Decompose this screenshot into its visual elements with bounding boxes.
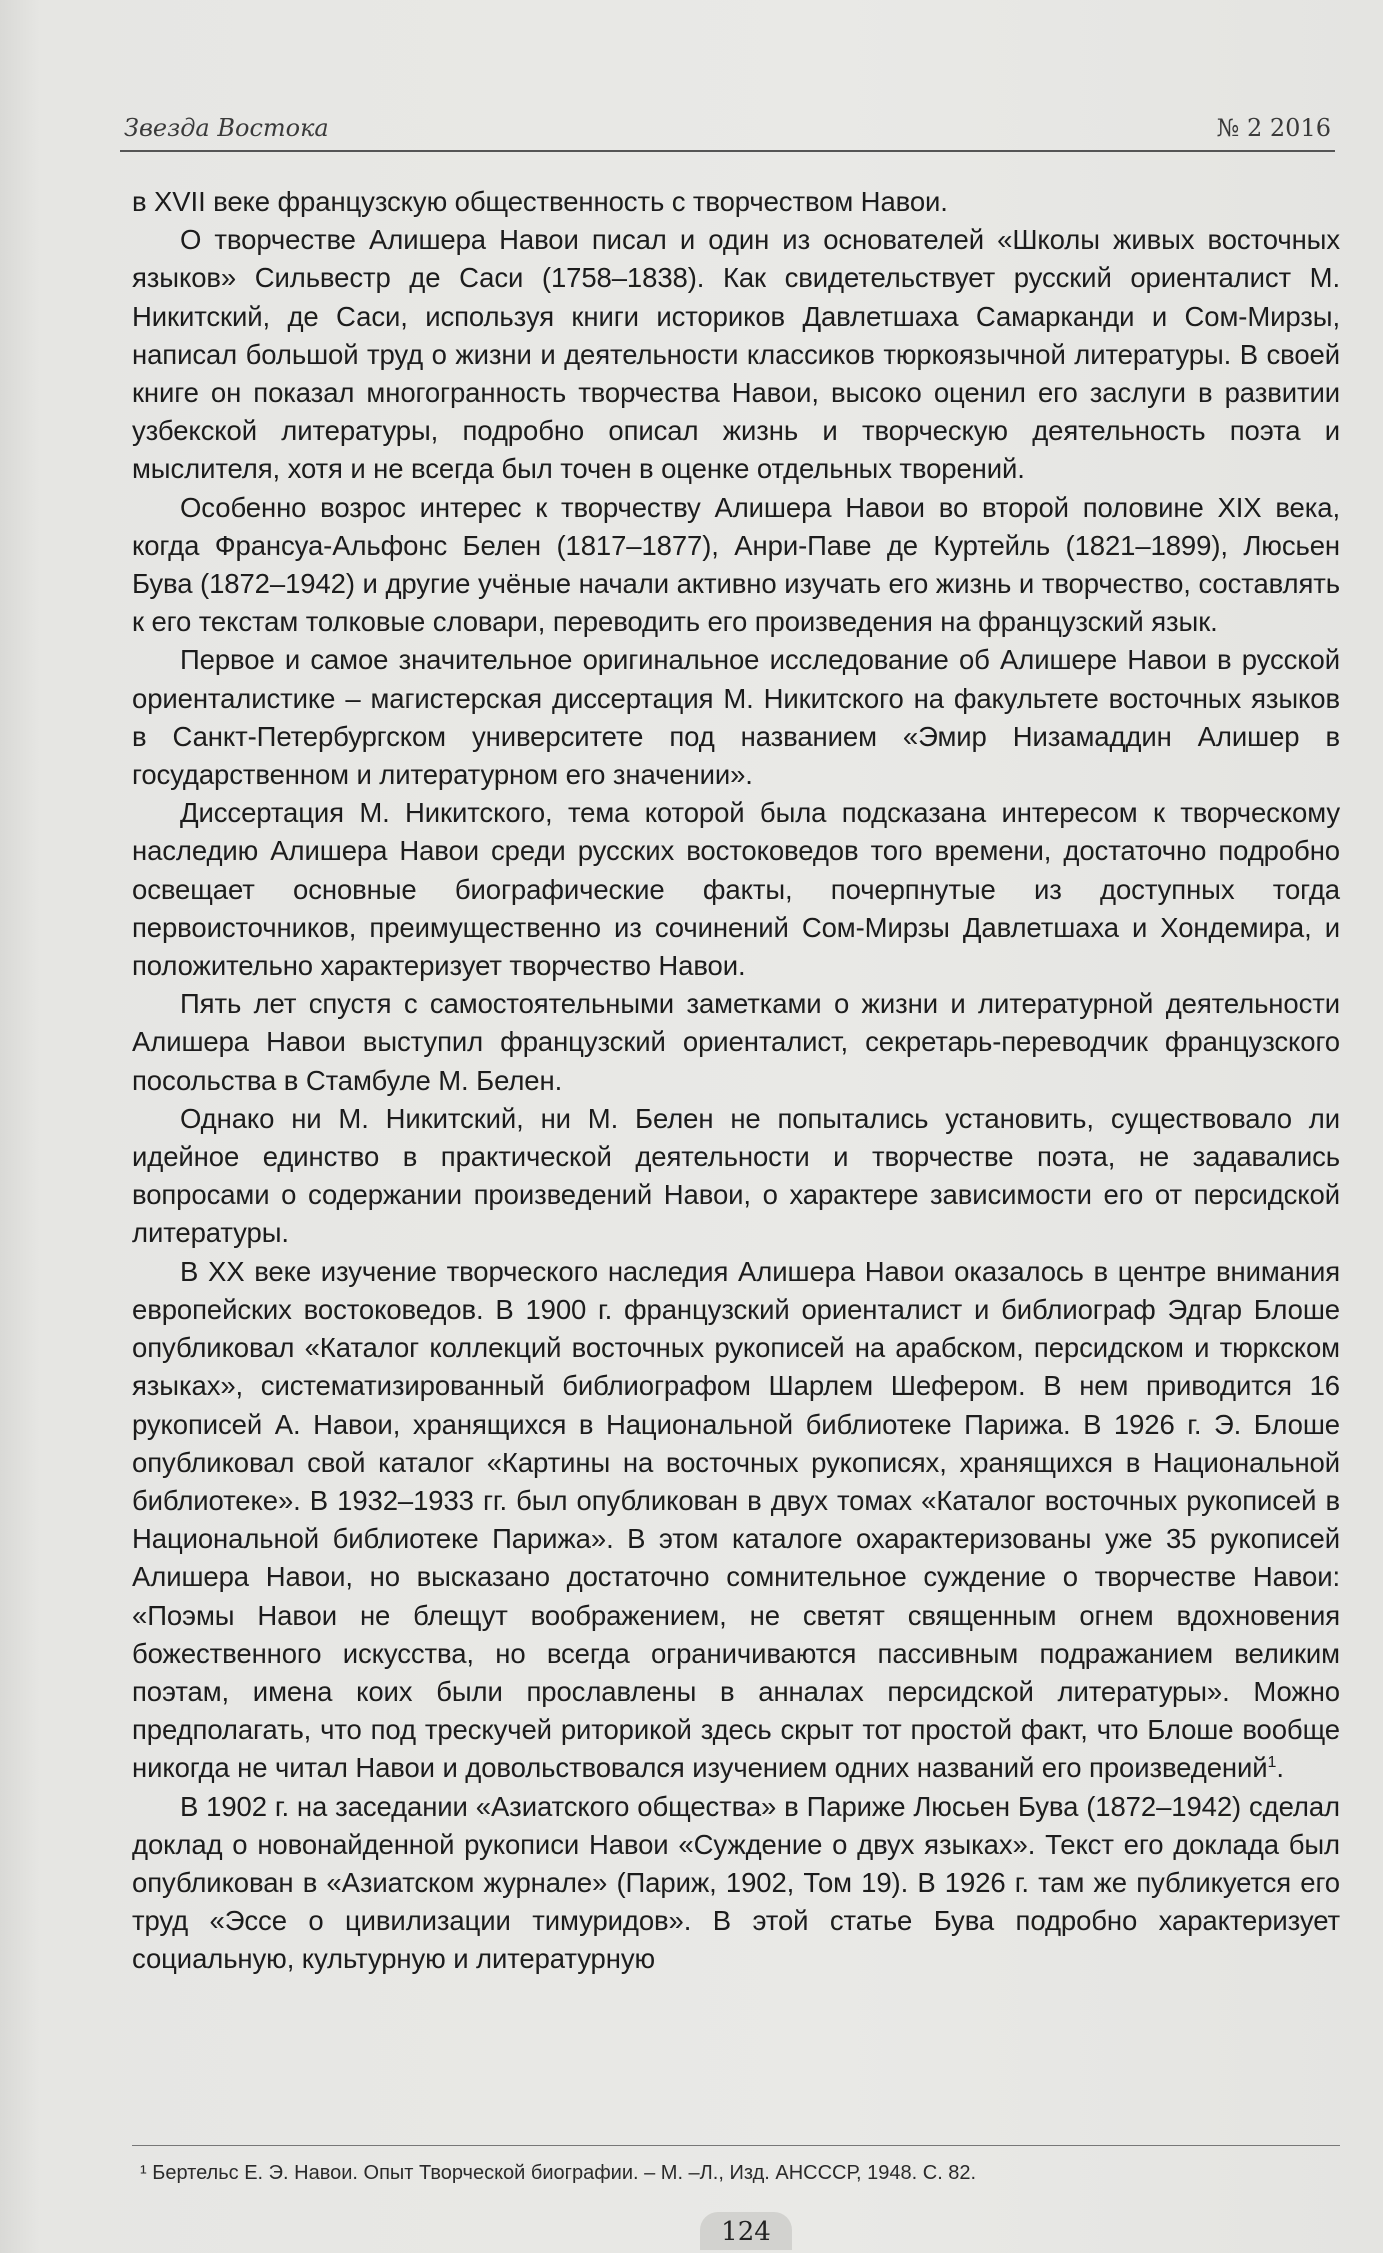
paragraph: Особенно возрос интерес к творчеству Алишера Навои во второй половине XIX века, когда Франсуа-Альфонс Белен (1817–1877), Анри-Паве де Куртейль (1821–1899), Люсьен Бува (1872–1942) и другие учёные начали активно изучать его жизнь и творчество, составлять к его текстам толковые словари, переводить его произведения на французский язык. [132, 491, 1340, 638]
running-header [120, 110, 1335, 152]
footnote-reference: 1 [1267, 1754, 1277, 1772]
paragraph-text: В XX веке изучение творческого наследия Алишера Навои оказалось в центре внимания европейских востоковедов. В 1900 г. французский ориенталист и библиограф Эдгар Блоше опубликовал «Каталог коллекций восточных рукописей на арабском, персидском и тюркском языках», систематизированный библиографом Шарлем Шефером. В нем приводится 16 рукописей А. Навои, хранящихся в Национальной библиотеке Парижа. В 1926 г. Э. Блоше опубликовал свой каталог «Картины на восточных рукописях, хранящихся в Национальной библиотеке». В 1932–1933 гг. был опубликован в двух томах «Каталог восточных рукописей в Национальной библиотеке Парижа». В этом каталоге охарактеризованы уже 35 рукописей Алишера Навои, но высказано достаточно сомнительное суждение о творчестве Навои: «Поэмы Навои не блещут воображением, не светят священным огнем вдохновения божественного искусства, но всегда ограничиваются пассивным подражанием великим поэтам, имена коих были прославлены в анналах персидской литературы». Можно предполагать, что под трескучей риторикой здесь скрыт тот простой факт, что Блоше вообще никогда не читал Навои и довольствовался изучением одних названий его произведений [132, 1255, 1340, 1784]
paragraph: О творчестве Алишера Навои писал и один из основателей «Школы живых восточных языков» Сильвестр де Саси (1758–1838). Как свидетельствует русский ориенталист М. Никитский, де Саси, используя книги историков Давлетшаха Самарканди и Сом-Мирзы, написал большой труд о жизни и деятельности классиков тюркоязычной литературы. В своей книге он показал многогранность творчества Навои, высоко оценил его заслуги в развитии узбекской литературы, подробно описал жизнь и творческую деятельность поэта и мыслителя, хотя и не всегда был точен в оценке отдельных творений. [132, 224, 1340, 485]
journal-title: Звезда Востока [124, 114, 329, 142]
footnote: ¹ Бертельс Е. Э. Навои. Опыт Творческой биографии. – М. –Л., Изд. АНСССР, 1948. С. 82. [140, 2162, 977, 2184]
footnote-divider [132, 2145, 1340, 2146]
page-number: 124 [700, 2212, 792, 2250]
issue-number: № 2 2016 [1216, 114, 1331, 142]
paragraph: Диссертация М. Никитского, тема которой была подсказана интересом к творческому наследию Алишера Навои среди русских востоковедов того времени, достаточно подробно освещает основные биографические факты, почерпнутые из доступных тогда первоисточников, преимущественно из сочинений Сом-Мирзы Давлетшаха и Хондемира, и положительно характеризует творчество Навои. [132, 797, 1340, 982]
paragraph: в XVII веке французскую общественность с творчеством Навои. [132, 186, 948, 217]
paragraph: В 1902 г. на заседании «Азиатского общества» в Париже Люсьен Бува (1872–1942) сделал доклад о новонайденной рукописи Навои «Суждение о двух языках». Текст его доклада был опубликован в «Азиатском журнале» (Париж, 1902, Том 19). В 1926 г. там же публикуется его труд «Эссе о цивилизации тимуридов». В этой статье Бува подробно характеризует социальную, культурную и литературную [132, 1790, 1340, 1975]
paragraph: Однако ни М. Никитский, ни М. Белен не попытались установить, существовало ли идейное единство в практической деятельности и творчестве поэта, не задавались вопросами о содержании произведений Навои, о характере зависимости его от персидской литературы. [132, 1102, 1340, 1249]
paragraph: Первое и самое значительное оригинальное исследование об Алишере Навои в русской ориенталистике – магистерская диссертация М. Никитского на факультете восточных языков в Санкт-Петербургском университете под названием «Эмир Низамаддин Алишер в государственном и литературном его значении». [132, 644, 1340, 791]
paragraph: Пять лет спустя с самостоятельными заметками о жизни и литературной деятельности Алишера Навои выступил французский ориенталист, секретарь-переводчик французского посольства в Стамбуле М. Белен. [132, 988, 1340, 1096]
paragraph-with-footnote: В XX веке изучение творческого наследия Алишера Навои оказалось в центре внимания европейских востоковедов. В 1900 г. французский ориенталист и библиограф Эдгар Блоше опубликовал «Каталог коллекций восточных рукописей на арабском, персидском и тюркском языках», систематизированный библиографом Шарлем Шефером. В нем приводится 16 рукописей А. Навои, хранящихся в Национальной библиотеке Парижа. В 1926 г. Э. Блоше опубликовал свой каталог «Картины на восточных рукописях, хранящихся в Национальной библиотеке». В 1932–1933 гг. был опубликован в двух томах «Каталог восточных рукописей в Национальной библиотеке Парижа». В этом каталоге охарактеризованы уже 35 рукописей Алишера Навои, но высказано достаточно сомнительное суждение о творчестве Навои: «Поэмы Навои не блещут воображением, не светят священным огнем вдохновения божественного искусства, но всегда ограничиваются пассивным подражанием великим поэтам, имена коих были прославлены в анналах персидской литературы». Можно предполагать, что под трескучей риторикой здесь скрыт тот простой факт, что Блоше вообще никогда не читал Навои и довольствовался изучением одних названий его произведений$^1$. [132, 1255, 1340, 1784]
article-body [132, 183, 1340, 1979]
